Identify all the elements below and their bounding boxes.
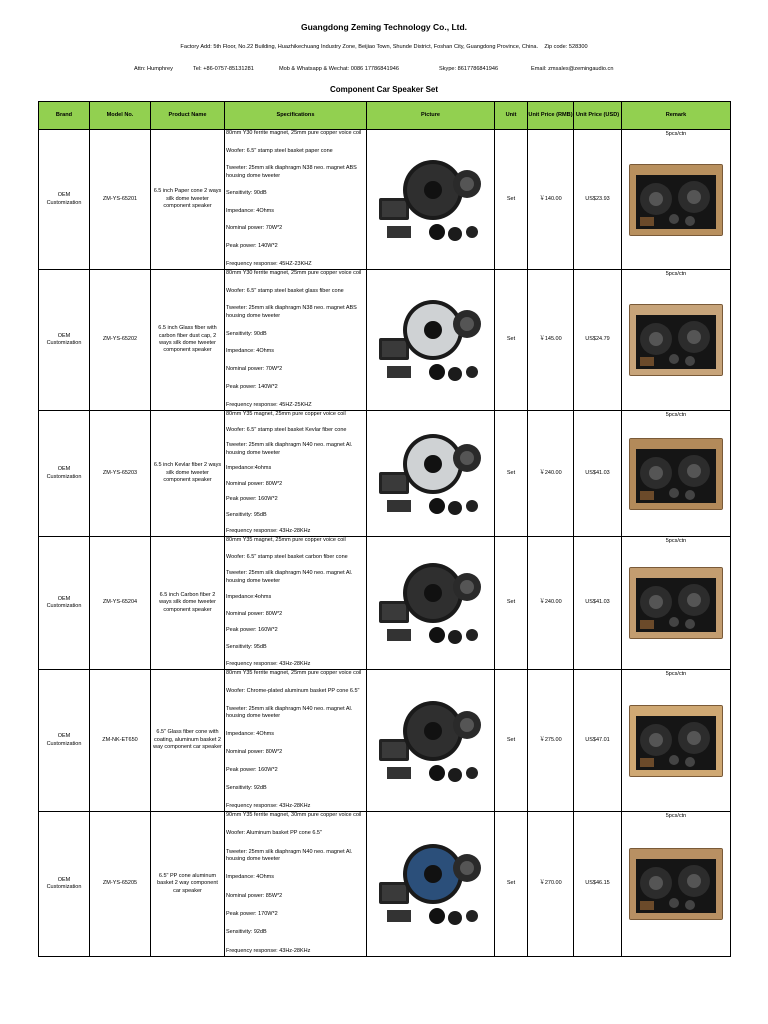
- cell-remark: [622, 812, 731, 957]
- speaker-set-image: [377, 428, 485, 520]
- cell-remark: [622, 670, 731, 812]
- spec-line: Nominal power: 80W*2: [226, 748, 283, 755]
- speaker-set-image: [377, 557, 485, 649]
- spec-line: Woofer: 6.5" stamp steel basket glass fiber cone: [226, 287, 344, 294]
- cell-brand: OEM Customization: [39, 537, 90, 670]
- cell-price-usd: US$24.79: [574, 270, 622, 411]
- cell-specifications: [225, 411, 367, 537]
- table-row: [39, 130, 731, 270]
- spec-line: Woofer: Chrome-plated aluminum basket PP cone 6.5": [226, 687, 360, 694]
- cell-product-name: 6.5 inch Carbon fiber 2 ways silk dome tweeter component speaker: [151, 537, 225, 670]
- spec-line: Frequency response: 43Hz-28KHz: [226, 660, 311, 667]
- cell-price-rmb: ￥270.00: [528, 812, 574, 957]
- spec-line: Woofer: 6.5" stamp steel basket carbon fiber cone: [226, 553, 348, 560]
- cell-model: ZM-NK-ET650: [90, 670, 151, 812]
- spec-line: Frequency response: 43Hz-28KHz: [226, 802, 311, 809]
- spec-line: Impedance: 4Ohms: [226, 874, 274, 881]
- header-unit: Unit: [495, 102, 528, 130]
- spec-line: Impedance: 4Ohms: [226, 207, 274, 214]
- contact-mob: Mob & Whatsapp & Wechat: 0086 17786841946: [279, 66, 399, 72]
- cell-product-name: 6.5 inch Glass fiber with carbon fiber dust cap, 2 ways silk dome tweeter component speaker: [151, 270, 225, 411]
- header-remark: Remark: [622, 102, 731, 130]
- remark-text: 5pcs/ctn: [665, 813, 687, 819]
- spec-line: Woofer: Aluminum basket PP cone 6.5": [226, 830, 322, 837]
- cell-picture: [367, 130, 495, 270]
- spec-line: Peak power: 170W*2: [226, 910, 278, 917]
- packaging-box-image: [630, 849, 722, 919]
- spec-line: Frequency response: 43Hz-28KHz: [226, 527, 311, 534]
- product-photo: [377, 838, 485, 930]
- cell-price-rmb: ￥140.00: [528, 130, 574, 270]
- cell-price-usd: US$47.01: [574, 670, 622, 812]
- packaging-photo: [629, 705, 723, 777]
- address-text: Factory Add: 5th Floor, No.22 Building, Huazhikechuang Industry Zone, Beijiao Town, Shunde District, Foshan City, Guangdong Province, China.: [180, 44, 539, 50]
- spec-line: Tweeter: 25mm silk diaphragm N40 neo. magnet Al. housing dome tweeter: [226, 570, 353, 584]
- cell-unit: Set: [495, 270, 528, 411]
- cell-specifications: [225, 670, 367, 812]
- cell-brand: OEM Customization: [39, 812, 90, 957]
- cell-price-rmb: ￥275.00: [528, 670, 574, 812]
- spec-line: Tweeter: 25mm silk diaphragm N40 neo. magnet Al. housing dome tweeter: [226, 705, 353, 720]
- cell-price-usd: US$41.03: [574, 411, 622, 537]
- spec-line: Sensitivity: 95dB: [226, 511, 267, 518]
- cell-picture: [367, 411, 495, 537]
- company-name: Guangdong Zeming Technology Co., Ltd.: [300, 22, 468, 32]
- contact-tel: Tel: +86-0757-85131281: [193, 66, 254, 72]
- remark-text: 5pcs/ctn: [665, 412, 687, 418]
- cell-picture: [367, 270, 495, 411]
- spec-line: Peak power: 160W*2: [226, 627, 278, 634]
- factory-address: [0, 44, 768, 50]
- spec-line: 80mm Y30 ferrite magnet, 25mm pure copper voice coil: [226, 270, 362, 276]
- zip-code: Zip code: 528300: [544, 44, 588, 50]
- spec-line: Peak power: 140W*2: [226, 242, 278, 249]
- cell-picture: [367, 537, 495, 670]
- header-model: Model No.: [90, 102, 151, 130]
- packaging-box-image: [630, 706, 722, 776]
- cell-price-rmb: ￥145.00: [528, 270, 574, 411]
- table-row: [39, 270, 731, 411]
- cell-model: ZM-YS-65203: [90, 411, 151, 537]
- spec-line: Nominal power: 80W*2: [226, 480, 283, 487]
- speaker-set-image: [377, 294, 485, 386]
- spec-line: Frequency response: 45HZ-23KHZ: [226, 260, 312, 267]
- spec-line: Sensitivity: 92dB: [226, 929, 267, 936]
- speaker-set-image: [377, 838, 485, 930]
- cell-brand: OEM Customization: [39, 270, 90, 411]
- spec-line: 80mm Y35 magnet, 25mm pure copper voice coil: [226, 537, 346, 543]
- contact-attn: Attn: Humphrey: [134, 66, 173, 72]
- spec-line: 80mm Y35 magnet, 25mm pure copper voice coil: [226, 411, 346, 417]
- cell-unit: Set: [495, 411, 528, 537]
- packaging-photo: [629, 438, 723, 510]
- spec-line: Nominal power: 85W*2: [226, 892, 283, 899]
- remark-text: 5pcs/ctn: [665, 671, 687, 677]
- product-photo: [377, 154, 485, 246]
- spec-line: Impedance: 4Ohms: [226, 731, 274, 738]
- cell-picture: [367, 670, 495, 812]
- table-row: [39, 537, 731, 670]
- speaker-set-image: [377, 154, 485, 246]
- cell-unit: Set: [495, 670, 528, 812]
- cell-specifications: [225, 270, 367, 411]
- cell-model: ZM-YS-65205: [90, 812, 151, 957]
- cell-remark: [622, 411, 731, 537]
- header-specifications: Specifications: [225, 102, 367, 130]
- product-table: [38, 101, 731, 957]
- remark-text: 5pcs/ctn: [665, 538, 687, 544]
- spec-line: Peak power: 160W*2: [226, 766, 278, 773]
- spec-line: Woofer: 6.5" stamp steel basket Kevlar fiber cone: [226, 426, 347, 433]
- packaging-box-image: [630, 305, 722, 375]
- cell-price-rmb: ￥240.00: [528, 411, 574, 537]
- cell-product-name: 6.5" PP cone aluminum basket 2 way component car speaker: [151, 812, 225, 957]
- table-row: [39, 411, 731, 537]
- product-photo: [377, 557, 485, 649]
- header-picture: Picture: [367, 102, 495, 130]
- spec-line: Tweeter: 25mm silk diaphragm N40 neo. magnet Al. housing dome tweeter: [226, 442, 353, 456]
- cell-model: ZM-YS-65201: [90, 130, 151, 270]
- spec-line: Sensitivity: 90dB: [226, 330, 267, 337]
- sheet-title: Component Car Speaker Set: [329, 85, 439, 94]
- spec-line: Nominal power: 70W*2: [226, 225, 283, 232]
- cell-specifications: [225, 812, 367, 957]
- spec-line: Tweeter: 25mm silk diaphragm N38 neo. magnet ABS housing dome tweeter: [226, 165, 357, 179]
- packaging-photo: [629, 848, 723, 920]
- product-photo: [377, 428, 485, 520]
- spec-line: 90mm Y35 ferrite magnet, 30mm pure copper voice coil: [226, 812, 362, 818]
- contact-skype: Skype: 8617786841946: [439, 66, 499, 72]
- spec-line: Nominal power: 70W*2: [226, 366, 283, 373]
- cell-unit: Set: [495, 130, 528, 270]
- spec-line: Frequency response: 43Hz-28KHz: [226, 947, 311, 954]
- packaging-photo: [629, 567, 723, 639]
- spec-line: Sensitivity: 95dB: [226, 643, 267, 650]
- cell-specifications: [225, 537, 367, 670]
- spec-line: Tweeter: 25mm silk diaphragm N40 neo. magnet Al. housing dome tweeter: [226, 848, 353, 863]
- packaging-box-image: [630, 568, 722, 638]
- spec-line: 80mm Y35 ferrite magnet, 25mm pure copper voice coil: [226, 670, 362, 676]
- cell-brand: OEM Customization: [39, 411, 90, 537]
- header-price-rmb: Unit Price (RMB): [528, 102, 574, 130]
- cell-specifications: [225, 130, 367, 270]
- contact-email[interactable]: Email: zmsales@zemingaudio.cn: [531, 66, 614, 72]
- header-product-name: Product Name: [151, 102, 225, 130]
- cell-remark: [622, 130, 731, 270]
- header-price-usd: Unit Price (USD): [574, 102, 622, 130]
- packaging-photo: [629, 304, 723, 376]
- spec-line: Frequency response: 45HZ-25KHZ: [226, 401, 312, 408]
- spec-line: 80mm Y30 ferrite magnet, 25mm pure copper voice coil: [226, 130, 362, 136]
- cell-product-name: 6.5 inch Kevlar fiber 2 ways silk dome tweeter component speaker: [151, 411, 225, 537]
- cell-price-usd: US$46.15: [574, 812, 622, 957]
- cell-remark: [622, 270, 731, 411]
- spec-line: Impedance:4ohms: [226, 594, 272, 601]
- cell-price-rmb: ￥240.00: [528, 537, 574, 670]
- packaging-box-image: [630, 439, 722, 509]
- header-brand: Brand: [39, 102, 90, 130]
- cell-brand: OEM Customization: [39, 670, 90, 812]
- cell-product-name: 6.5" Glass fiber cone with coating, aluminum basket 2 way component car speaker: [151, 670, 225, 812]
- spec-line: Peak power: 160W*2: [226, 496, 278, 503]
- table-row: [39, 670, 731, 812]
- cell-model: ZM-YS-65204: [90, 537, 151, 670]
- cell-unit: Set: [495, 537, 528, 670]
- spec-line: Impedance: 4Ohms: [226, 348, 274, 355]
- spec-line: Woofer: 6.5" stamp steel basket paper cone: [226, 147, 333, 154]
- cell-model: ZM-YS-65202: [90, 270, 151, 411]
- cell-remark: [622, 537, 731, 670]
- cell-price-usd: US$23.93: [574, 130, 622, 270]
- remark-text: 5pcs/ctn: [665, 271, 687, 277]
- spec-line: Impedance:4ohms: [226, 465, 272, 472]
- table-row: [39, 812, 731, 957]
- remark-text: 5pcs/ctn: [665, 131, 687, 137]
- cell-picture: [367, 812, 495, 957]
- spec-line: Sensitivity: 90dB: [226, 190, 267, 197]
- spec-line: Nominal power: 80W*2: [226, 610, 283, 617]
- product-photo: [377, 294, 485, 386]
- packaging-photo: [629, 164, 723, 236]
- packaging-box-image: [630, 165, 722, 235]
- spec-line: Tweeter: 25mm silk diaphragm N38 neo. magnet ABS housing dome tweeter: [226, 305, 357, 319]
- product-photo: [377, 695, 485, 787]
- cell-brand: OEM Customization: [39, 130, 90, 270]
- spec-line: Sensitivity: 92dB: [226, 784, 267, 791]
- cell-product-name: 6.5 inch Paper cone 2 ways silk dome tweeter component speaker: [151, 130, 225, 270]
- cell-unit: Set: [495, 812, 528, 957]
- table-header-row: [39, 102, 731, 130]
- speaker-set-image: [377, 695, 485, 787]
- cell-price-usd: US$41.03: [574, 537, 622, 670]
- spec-line: Peak power: 140W*2: [226, 383, 278, 390]
